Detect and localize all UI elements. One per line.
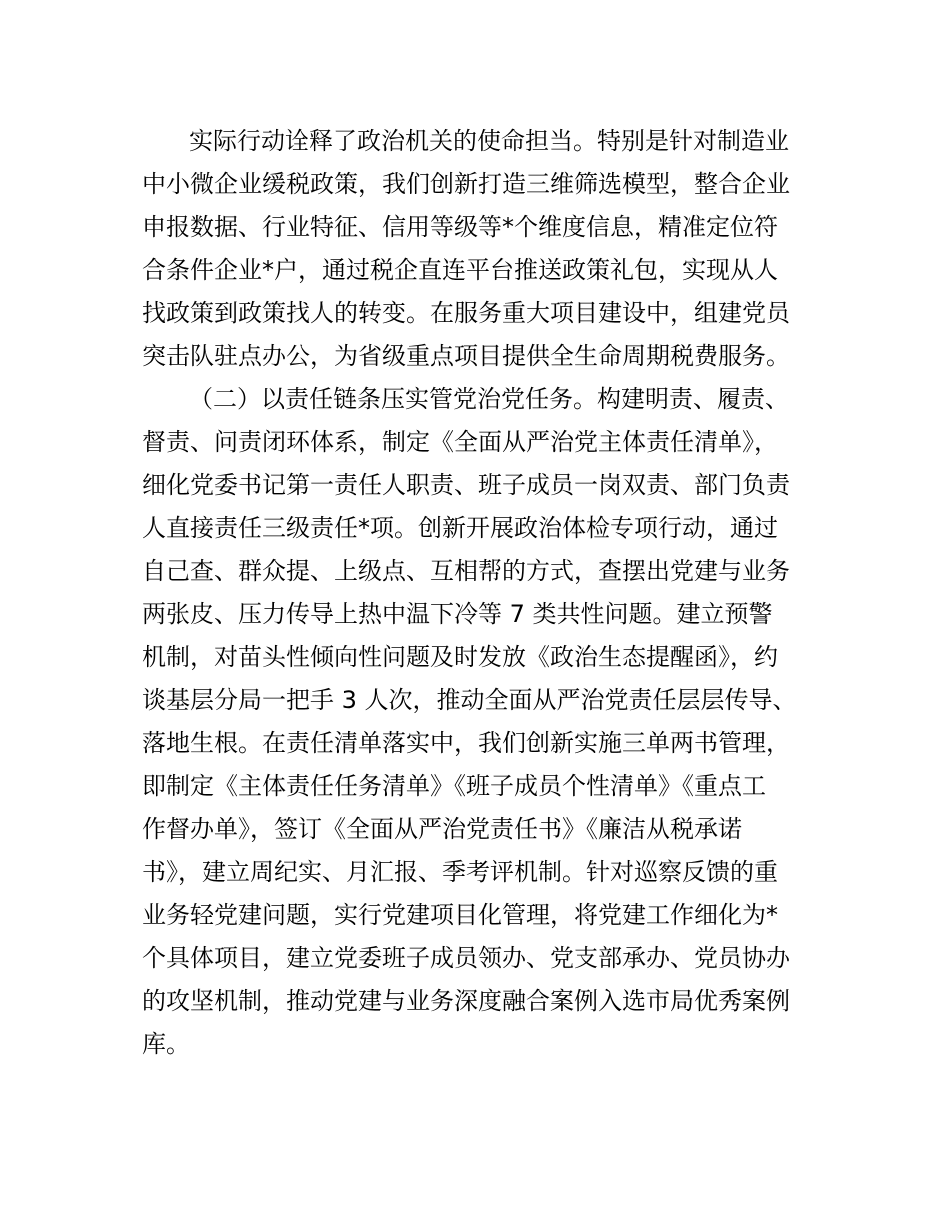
text-line: 即制定《主体责任任务清单》《班子成员个性清单》《重点工 — [142, 772, 766, 800]
text-line: 找政策到政策找人的转变。在服务重大项目建设中，组建党员 — [142, 299, 790, 327]
text-line: 申报数据、行业特征、信用等级等*个维度信息，精准定位符 — [142, 213, 778, 241]
text-line: 作督办单》，签订《全面从严治党责任书》《廉洁从税承诺 — [142, 815, 742, 843]
text-line: 谈基层分局一把手 3 人次，推动全面从严治党责任层层传导、 — [142, 686, 797, 714]
text-line: 业务轻党建问题，实行党建项目化管理，将党建工作细化为* — [142, 901, 778, 929]
text-line: 落地生根。在责任清单落实中，我们创新实施三单两书管理， — [142, 729, 790, 757]
text-line: 库。 — [142, 1030, 190, 1058]
text-line: 细化党委书记第一责任人职责、班子成员一岗双责、部门负责 — [142, 471, 790, 499]
text-line: （二）以责任链条压实管党治党任务。构建明责、履责、 — [189, 385, 789, 413]
text-line: 实际行动诠释了政治机关的使命担当。特别是针对制造业 — [189, 127, 789, 155]
text-line: 合条件企业*户，通过税企直连平台推送政策礼包，实现从人 — [142, 256, 778, 284]
text-line: 书》，建立周纪实、月汇报、季考评机制。针对巡察反馈的重 — [142, 858, 778, 886]
text-line: 中小微企业缓税政策，我们创新打造三维筛选模型，整合企业 — [142, 170, 790, 198]
text-line: 机制，对苗头性倾向性问题及时发放《政治生态提醒函》，约 — [142, 643, 778, 671]
text-line: 督责、问责闭环体系，制定《全面从严治党主体责任清单》， — [142, 428, 778, 456]
text-line: 突击队驻点办公，为省级重点项目提供全生命周期税费服务。 — [142, 342, 790, 370]
text-line: 人直接责任三级责任*项。创新开展政治体检专项行动，通过 — [142, 514, 778, 542]
text-line: 的攻坚机制，推动党建与业务深度融合案例入选市局优秀案例 — [142, 987, 790, 1015]
text-line: 两张皮、压力传导上热中温下冷等 7 类共性问题。建立预警 — [142, 600, 773, 628]
text-line: 个具体项目，建立党委班子成员领办、党支部承办、党员协办 — [142, 944, 790, 972]
text-line: 自己查、群众提、上级点、互相帮的方式，查摆出党建与业务 — [142, 557, 790, 585]
